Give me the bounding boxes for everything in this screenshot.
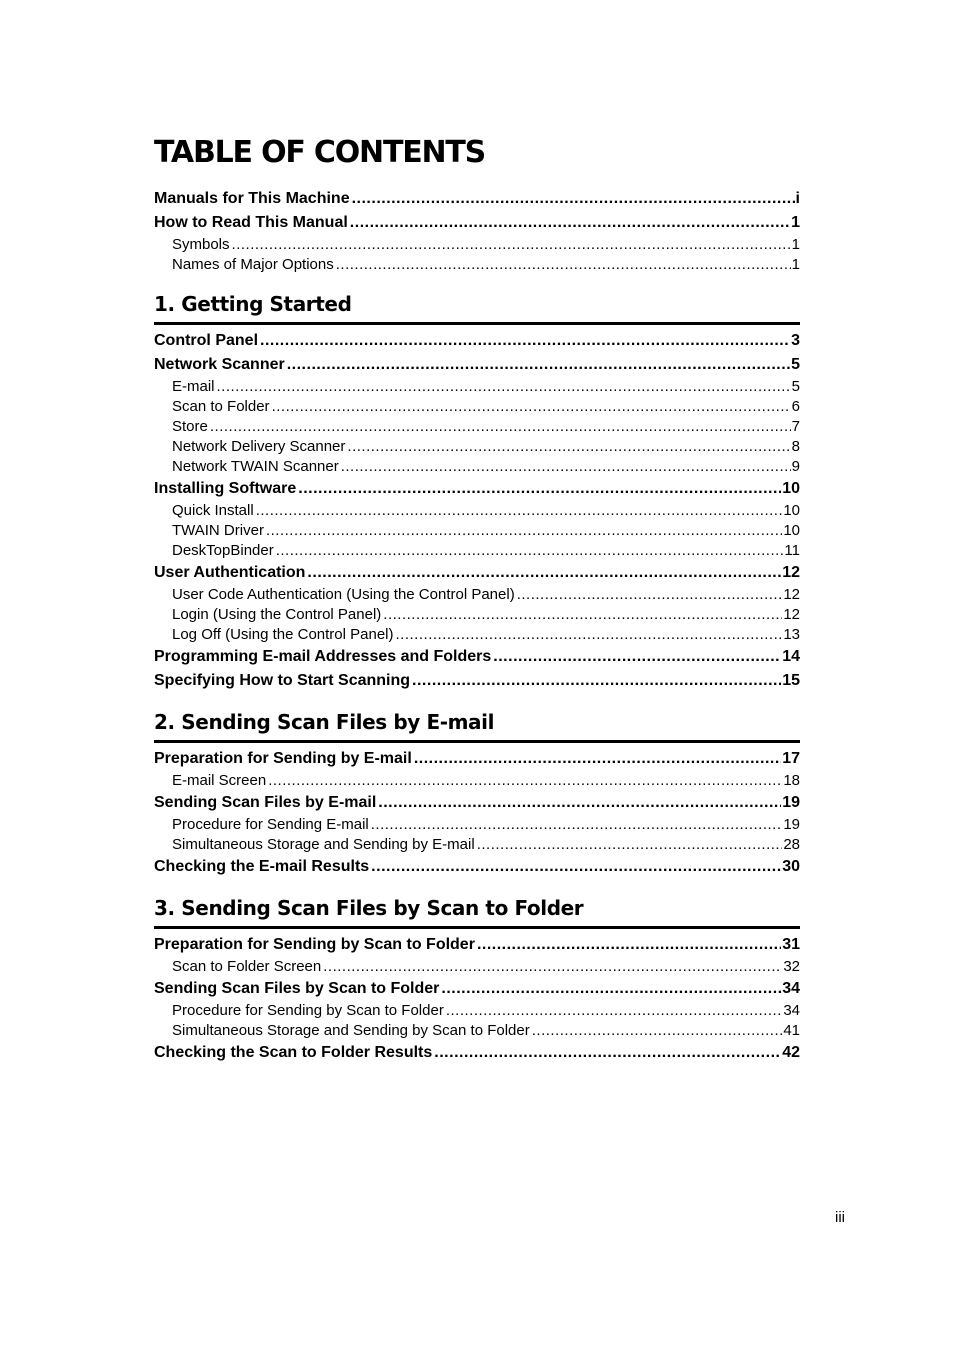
toc-leader-dots (287, 353, 790, 377)
toc-leader-dots (217, 377, 791, 397)
page-title: TABLE OF CONTENTS (154, 135, 486, 170)
toc-page-number: 34 (783, 1002, 800, 1019)
toc-leader-dots (341, 457, 791, 477)
toc-entry-label: Checking the E-mail Results (154, 858, 370, 875)
toc-entry-label: Simultaneous Storage and Sending by E-mail (172, 836, 475, 853)
toc-leader-dots (336, 255, 791, 275)
toc-subentry[interactable] (154, 397, 800, 417)
toc-entry-label: DeskTopBinder (172, 542, 274, 559)
toc-subentry[interactable] (154, 521, 800, 541)
toc-leader-dots (350, 211, 790, 235)
toc-entry-label: Preparation for Sending by Scan to Folder (154, 936, 475, 953)
toc-leader-dots (260, 329, 790, 353)
toc-page-number: 30 (782, 858, 800, 875)
toc-section (154, 709, 800, 879)
toc-entry[interactable] (154, 353, 800, 377)
toc-entry[interactable] (154, 211, 800, 235)
toc-leader-dots (517, 585, 783, 605)
toc-page-number: 13 (783, 626, 800, 643)
toc-leader-dots (434, 1041, 781, 1065)
toc-page-number: 32 (783, 958, 800, 975)
toc-entry[interactable] (154, 933, 800, 957)
toc-leader-dots (378, 791, 781, 815)
toc-page-number: 42 (782, 1044, 800, 1061)
page-number: iii (835, 1209, 845, 1226)
toc-subentry[interactable] (154, 417, 800, 437)
toc-entry[interactable] (154, 645, 800, 669)
toc-subentry[interactable] (154, 377, 800, 397)
toc-page-number: 12 (783, 606, 800, 623)
toc-section-entries (154, 933, 800, 1065)
toc-preamble-entries (154, 187, 800, 275)
toc-leader-dots (323, 957, 782, 977)
section-heading[interactable]: 3. Sending Scan Files by Scan to Folder (154, 895, 800, 929)
toc-entry[interactable] (154, 1041, 800, 1065)
toc-entry-label: Log Off (Using the Control Panel) (172, 626, 394, 643)
toc-section-entries (154, 747, 800, 879)
toc-entry-label: Login (Using the Control Panel) (172, 606, 382, 623)
toc-page-number: 9 (791, 458, 800, 475)
toc-entry[interactable] (154, 477, 800, 501)
toc-entry-label: Symbols (172, 236, 230, 253)
toc-entry[interactable] (154, 669, 800, 693)
toc-entry-label: Installing Software (154, 480, 297, 497)
toc-entry-label: Preparation for Sending by E-mail (154, 750, 412, 767)
toc-entry-label: Scan to Folder Screen (172, 958, 322, 975)
toc-entry-label: Procedure for Sending E-mail (172, 816, 369, 833)
toc-leader-dots (272, 397, 791, 417)
section-heading[interactable]: 1. Getting Started (154, 291, 800, 325)
toc-leader-dots (414, 747, 781, 771)
toc-page-number: 5 (791, 378, 800, 395)
toc-subentry[interactable] (154, 605, 800, 625)
toc-leader-dots (493, 645, 781, 669)
toc-leader-dots (371, 855, 781, 879)
toc-entry-label: Control Panel (154, 332, 259, 349)
toc-entry-label: Checking the Scan to Folder Results (154, 1044, 433, 1061)
toc-entry-label: Network Scanner (154, 356, 285, 373)
toc-entry-label: Procedure for Sending by Scan to Folder (172, 1002, 444, 1019)
toc-page-number: 17 (782, 750, 800, 767)
toc-entry-label: E-mail (172, 378, 215, 395)
toc-page-number: 11 (784, 542, 800, 559)
toc-subentry[interactable] (154, 625, 800, 645)
toc-leader-dots (210, 417, 791, 437)
toc-page-number: 18 (783, 772, 800, 789)
toc-subentry[interactable] (154, 255, 800, 275)
toc-leader-dots (268, 771, 782, 791)
toc-page-number: 10 (783, 502, 800, 519)
toc-entry-label: Manuals for This Machine (154, 190, 350, 207)
toc-entry-label: Store (172, 418, 208, 435)
toc-page-number: 19 (783, 816, 800, 833)
toc-entry-label: Names of Major Options (172, 256, 334, 273)
toc-entry-label: E-mail Screen (172, 772, 267, 789)
toc-leader-dots (298, 477, 781, 501)
toc-page-number: 12 (782, 564, 800, 581)
toc-page-number: 14 (782, 648, 800, 665)
toc-entry[interactable] (154, 977, 800, 1001)
toc-entry-label: How to Read This Manual (154, 214, 348, 231)
toc-page-number: 34 (782, 980, 800, 997)
toc-leader-dots (477, 835, 783, 855)
toc-subentry[interactable] (154, 1001, 800, 1021)
toc-page-number: 31 (782, 936, 800, 953)
toc-section (154, 291, 800, 693)
toc-subentry[interactable] (154, 957, 800, 977)
toc-leader-dots (371, 815, 783, 835)
toc-subentry[interactable] (154, 437, 800, 457)
toc-page-number: 10 (783, 522, 800, 539)
toc-entry-label: TWAIN Driver (172, 522, 264, 539)
toc-leader-dots (266, 521, 782, 541)
toc-leader-dots (276, 541, 784, 561)
toc-subentry[interactable] (154, 1021, 800, 1041)
toc-subentry[interactable] (154, 815, 800, 835)
toc-page-number: 15 (782, 672, 800, 689)
toc-page-number: 1 (791, 236, 800, 253)
toc-page-number: 19 (782, 794, 800, 811)
toc-entry[interactable] (154, 561, 800, 585)
toc-entry-label: Simultaneous Storage and Sending by Scan to Folder (172, 1022, 530, 1039)
toc-page-number: 41 (783, 1022, 800, 1039)
toc-page-number: 1 (791, 214, 800, 231)
toc-leader-dots (383, 605, 782, 625)
toc-subentry[interactable] (154, 585, 800, 605)
toc-page-number: 6 (791, 398, 800, 415)
toc-entry-label: User Code Authentication (Using the Control Panel) (172, 586, 515, 603)
toc-page-number: 28 (783, 836, 800, 853)
toc-entry-label: Quick Install (172, 502, 254, 519)
toc-section (154, 895, 800, 1065)
toc-entry-label: Specifying How to Start Scanning (154, 672, 411, 689)
toc-page-number: 5 (791, 356, 800, 373)
toc-sections (154, 291, 800, 1065)
toc-leader-dots (441, 977, 781, 1001)
toc-subentry[interactable] (154, 541, 800, 561)
toc-entry-label: Network Delivery Scanner (172, 438, 346, 455)
toc-subentry[interactable] (154, 457, 800, 477)
toc-entry[interactable] (154, 187, 800, 211)
toc-subentry[interactable] (154, 235, 800, 255)
toc-page-number: 1 (791, 256, 800, 273)
toc-subentry[interactable] (154, 835, 800, 855)
toc-entry-label: Network TWAIN Scanner (172, 458, 339, 475)
toc-leader-dots (347, 437, 790, 457)
toc-page-number: i (795, 190, 800, 207)
toc-entry-label: Scan to Folder (172, 398, 270, 415)
toc-section-entries (154, 329, 800, 693)
toc-entry[interactable] (154, 855, 800, 879)
toc-entry-label: Sending Scan Files by E-mail (154, 794, 377, 811)
toc-page (154, 132, 800, 1065)
toc-entry[interactable] (154, 329, 800, 353)
toc-leader-dots (307, 561, 781, 585)
toc-preamble (154, 187, 800, 275)
toc-entry-label: User Authentication (154, 564, 306, 581)
toc-entry-label: Programming E-mail Addresses and Folders (154, 648, 492, 665)
toc-leader-dots (412, 669, 781, 693)
toc-leader-dots (446, 1001, 782, 1021)
toc-leader-dots (477, 933, 781, 957)
toc-subentry[interactable] (154, 501, 800, 521)
toc-page-number: 12 (783, 586, 800, 603)
toc-leader-dots (532, 1021, 783, 1041)
toc-subentry[interactable] (154, 771, 800, 791)
toc-page-number: 8 (791, 438, 800, 455)
toc-entry[interactable] (154, 747, 800, 771)
section-heading[interactable]: 2. Sending Scan Files by E-mail (154, 709, 800, 743)
toc-leader-dots (232, 235, 791, 255)
toc-leader-dots (256, 501, 783, 521)
toc-page-number: 10 (782, 480, 800, 497)
toc-entry[interactable] (154, 791, 800, 815)
toc-page-number: 7 (791, 418, 800, 435)
toc-entry-label: Sending Scan Files by Scan to Folder (154, 980, 440, 997)
toc-page-number: 3 (791, 332, 800, 349)
toc-leader-dots (352, 187, 795, 211)
toc-leader-dots (396, 625, 783, 645)
